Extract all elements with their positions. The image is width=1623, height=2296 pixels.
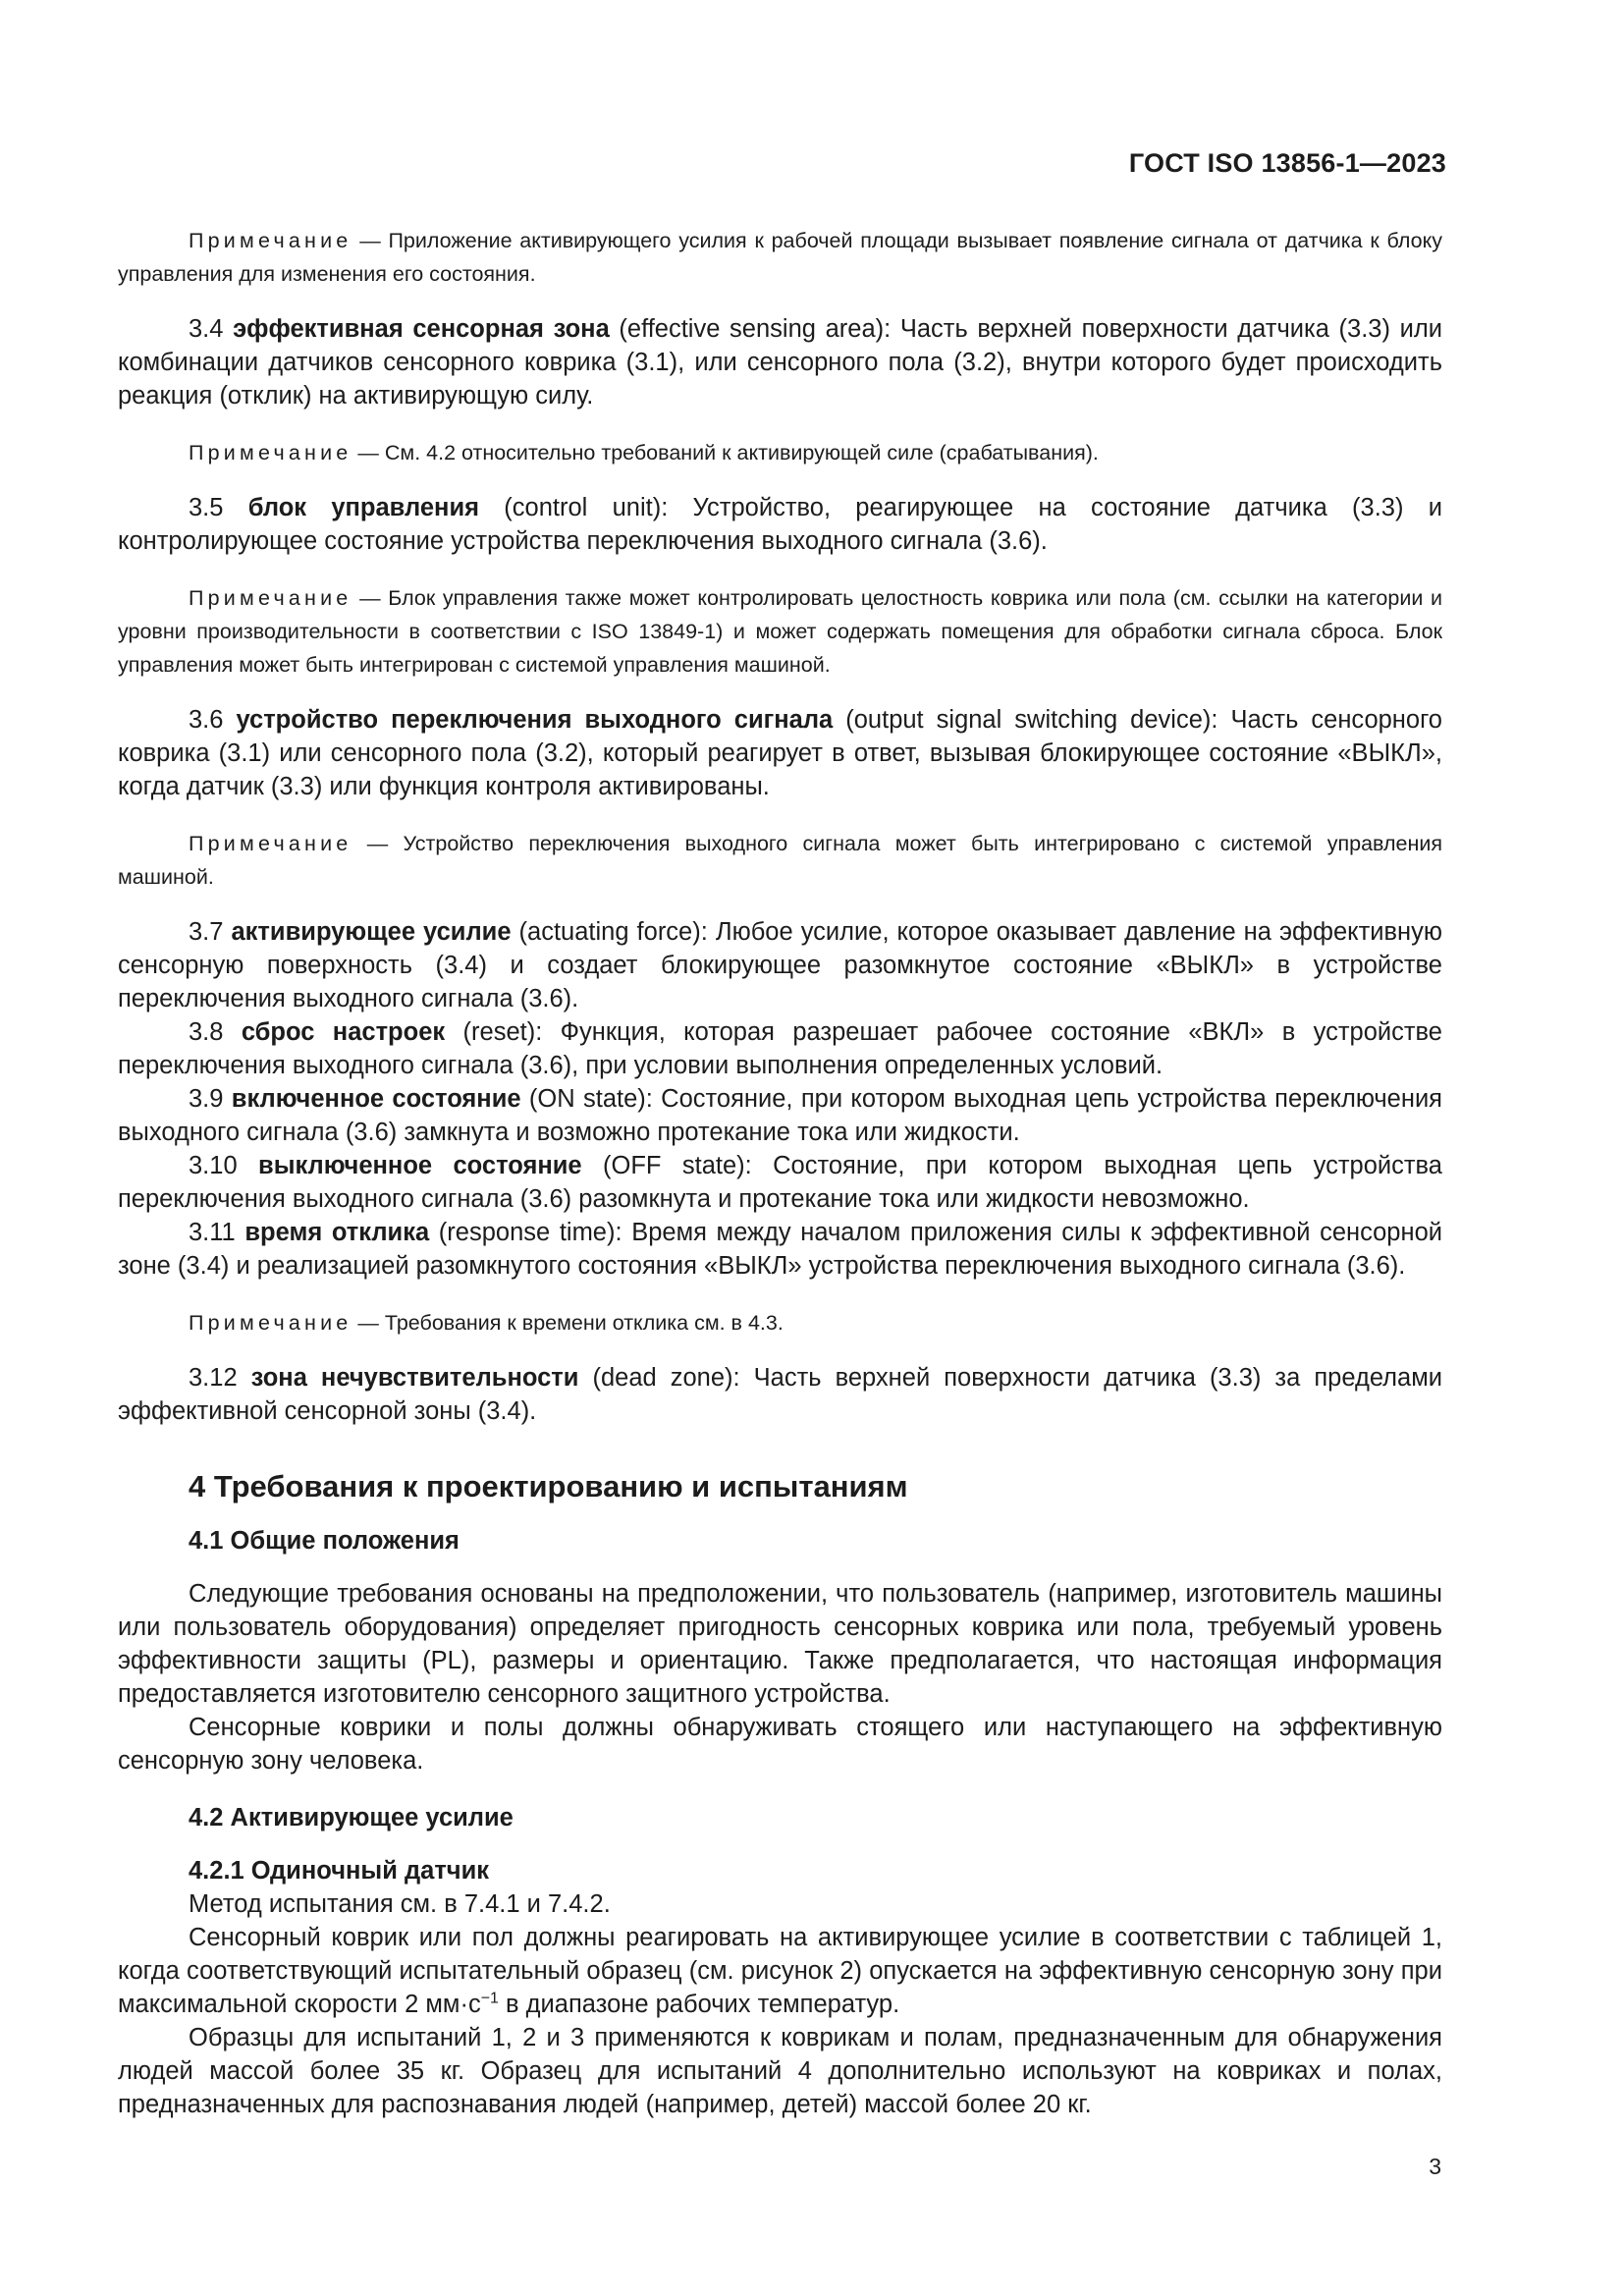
- definition-3-5: 3.5 блок управления (control unit): Устройство, реагирующее на состояние датчика (3.3) и контролирующее состояние устройства переключения выходного сигнала (3.6).: [118, 494, 1442, 555]
- definition-3-12: 3.12 зона нечувствительности (dead zone): Часть верхней поверхности датчика (3.3) за пределами эффективной сенсорной зоны (3.4).: [118, 1364, 1442, 1425]
- term: блок управления: [247, 494, 480, 521]
- definition-3-11: 3.11 время отклика (response time): Время между началом приложения силы к эффективной сенсорной зоне (3.4) и реализацией разомкнутого состояния «ВЫКЛ» устройства переключения выходного сигнала (3.6).: [118, 1219, 1442, 1280]
- term: эффективная сенсорная зона: [233, 315, 610, 343]
- note-text: Приложение активирующего усилия к рабочей площади вызывает появление сигнала от датчика к блоку управления для изменения его состояния.: [118, 229, 1442, 286]
- section-4-2-heading: 4.2 Активирующее усилие: [189, 1804, 514, 1831]
- definition-3-7: 3.7 активирующее усилие (actuating force): Любое усилие, которое оказывает давление на эффективную сенсорную поверхность (3.4) и создает блокирующее разомкнутое состояние «ВЫКЛ» в устройстве переключения выходного сигнала (3.6).: [118, 918, 1442, 1012]
- document-body: [118, 224, 1442, 2121]
- definition-3-10: 3.10 выключенное состояние (OFF state): Состояние, при котором выходная цепь устройства переключения выходного сигнала (3.6) разомкнута и протекание тока или жидкости невозможно.: [118, 1152, 1442, 1213]
- note-5: Примечание — Требования к времени отклика см. в 4.3.: [189, 1311, 784, 1335]
- paragraph-4-1-b: Сенсорные коврики и полы должны обнаруживать стоящего или наступающего на эффективную сенсорную зону человека.: [118, 1714, 1442, 1775]
- paragraph-4-2-1-a: Метод испытания см. в 7.4.1 и 7.4.2.: [189, 1890, 611, 1918]
- section-4-2-1-heading: 4.2.1 Одиночный датчик: [189, 1857, 490, 1885]
- term: время отклика: [244, 1219, 430, 1246]
- term: выключенное состояние: [258, 1152, 582, 1179]
- note-label: Примечание: [189, 229, 352, 252]
- note-2: Примечание — См. 4.2 относительно требований к активирующей силе (срабатывания).: [189, 441, 1099, 465]
- paragraph-4-2-1-b: Сенсорный коврик или пол должны реагировать на активирующее усилие в соответствии с таблицей 1, когда соответствующий испытательный образец (см. рисунок 2) опускается на эффективную сенсорную зону при максимальной скорости 2 $мм\cdot с^{-1}$ в диапазоне рабочих температур.: [118, 1924, 1442, 2018]
- note-4: Примечание — Устройство переключения выходного сигнала может быть интегрировано с системой управления машиной.: [118, 832, 1442, 889]
- definition-3-4: 3.4 эффективная сенсорная зона (effective sensing area): Часть верхней поверхности датчика (3.3) или комбинации датчиков сенсорного коврика (3.1), или сенсорного пола (3.2), внутри которого будет происходить реакция (отклик) на активирующую силу.: [118, 315, 1442, 410]
- term: сброс настроек: [241, 1018, 446, 1046]
- document-header-id: ГОСТ ISO 13856-1—2023: [1128, 148, 1446, 178]
- page-number: 3: [1429, 2154, 1441, 2179]
- term: включенное состояние: [231, 1085, 521, 1113]
- definition-3-8: 3.8 сброс настроек (reset): Функция, которая разрешает рабочее состояние «ВКЛ» в устройстве переключения выходного сигнала (3.6), при условии выполнения определенных условий.: [118, 1018, 1442, 1079]
- section-4-1-heading: 4.1 Общие положения: [189, 1527, 460, 1555]
- term: устройство переключения выходного сигнала: [236, 706, 834, 734]
- term: активирующее усилие: [231, 918, 512, 946]
- paragraph-4-1-a: Следующие требования основаны на предположении, что пользователь (например, изготовитель машины или пользователь оборудования) определяет пригодность сенсорных коврика или пола, требуемый уровень эффективности защиты (PL), размеры и ориентацию. Также предполагается, что настоящая информация предоставляется изготовителю сенсорного защитного устройства.: [118, 1580, 1442, 1708]
- term: зона нечувствительности: [250, 1364, 579, 1392]
- definition-3-6: 3.6 устройство переключения выходного сигнала (output signal switching device): Часть сенсорного коврика (3.1) или сенсорного пола (3.2), который реагирует в ответ, вызывая блокирующее состояние «ВЫКЛ», когда датчик (3.3) или функция контроля активированы.: [118, 706, 1442, 800]
- section-4-heading: 4 Требования к проектированию и испытаниям: [189, 1469, 908, 1503]
- note-3: Примечание — Блок управления также может контролировать целостность коврика или пола (см. ссылки на категории и уровни производительности в соответствии с ISO 13849-1) и может содержать помещения для обработки сигнала сброса. Блок управления может быть интегрирован с системой управления машиной.: [118, 586, 1442, 677]
- superscript: −1: [480, 1990, 499, 2007]
- paragraph-4-2-1-c: Образцы для испытаний 1, 2 и 3 применяются к коврикам и полам, предназначенным для обнаружения людей массой более 35 кг. Образец для испытаний 4 дополнительно используют на ковриках и полах, предназначенных для распознавания людей (например, детей) массой более 20 кг.: [118, 2024, 1442, 2118]
- note-1: Примечание — Приложение активирующего усилия к рабочей площади вызывает появление сигнала от датчика к блоку управления для изменения его состояния.: [118, 229, 1442, 286]
- definition-3-9: 3.9 включенное состояние (ON state): Состояние, при котором выходная цепь устройства переключения выходного сигнала (3.6) замкнута и возможно протекание тока или жидкости.: [118, 1085, 1442, 1146]
